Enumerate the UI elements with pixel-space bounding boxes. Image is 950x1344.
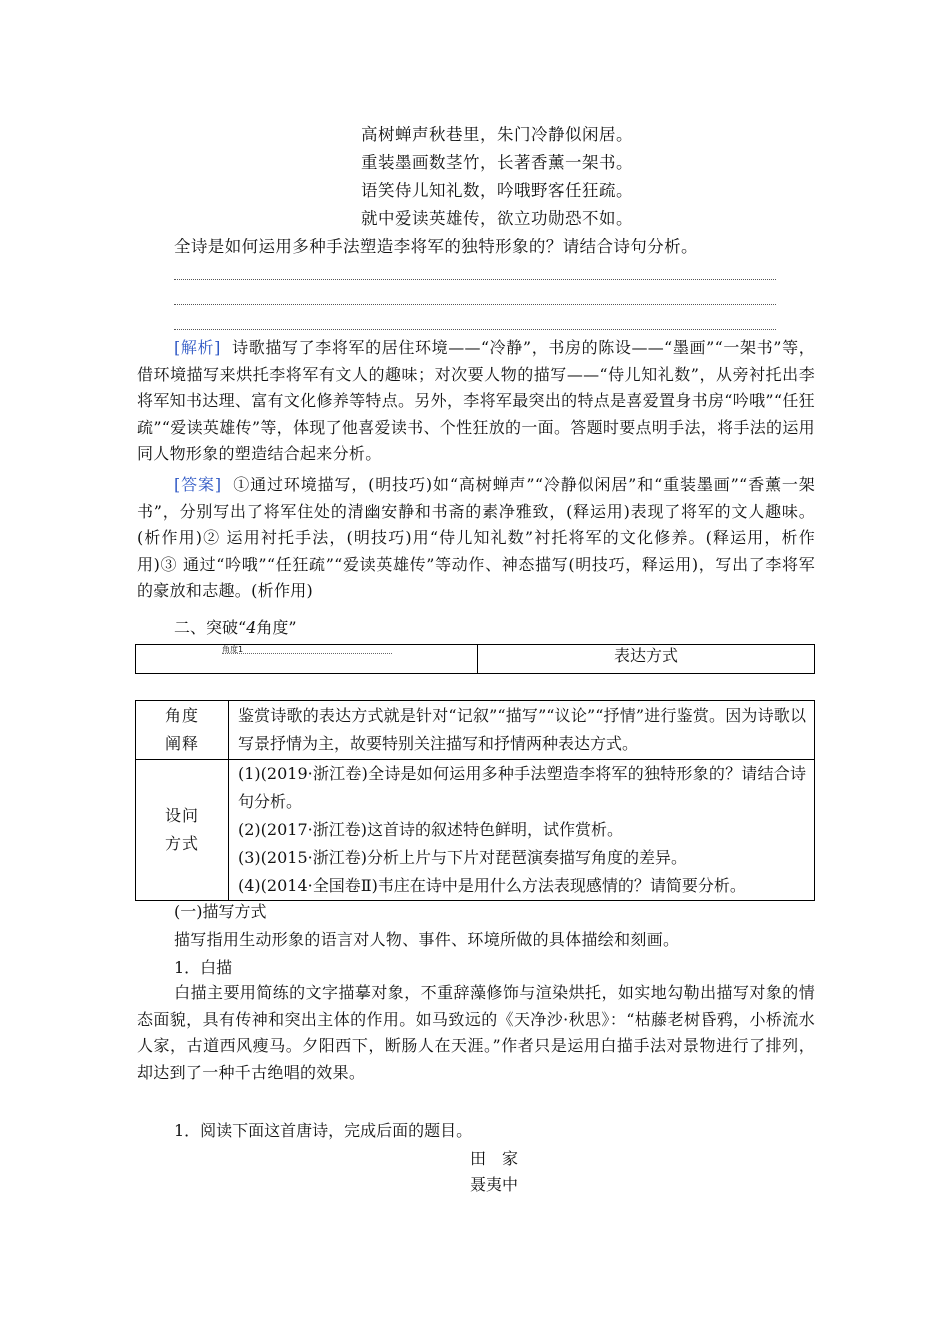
- section-heading-prefix: 二、突破“: [174, 618, 247, 637]
- section-heading: [174, 615, 297, 638]
- answer-blank-line: [174, 329, 776, 330]
- row-label-question-types: 设问 方式: [136, 760, 229, 901]
- angle-title-cell: 表达方式: [478, 645, 815, 674]
- definition-text: 描写指用生动形象的语言对人物、事件、环境所做的具体描绘和刻画。: [174, 930, 680, 949]
- poem-author: 聂夷中: [470, 1175, 519, 1194]
- question-type-item: (4)(2014·全国卷Ⅱ)韦庄在诗中是用什么方法表现感情的？请简要分析。: [238, 876, 746, 895]
- poem-line-2: 重装墨画数茎竹，长著香薰一架书。: [361, 153, 633, 172]
- question-text: 全诗是如何运用多种手法塑造李将军的独特形象的？请结合诗句分析。: [174, 237, 698, 256]
- analysis-text: 诗歌描写了李将军的居住环境——“冷静”，书房的陈设——“墨画”“一架书”等，借环境描写来烘托李将军有文人的趣味；对次要人物的描写——“侍儿知礼数”，从旁衬托出李将军知书达理、富有文化修养等特点。另外，李将军最突出的特点是喜爱置身书房“吟哦”“任狂疏”“爱读英雄传”等，体现了他喜爱读书、个性狂放的一面。答题时要点明手法，将手法的运用同人物形象的塑造结合起来分析。: [137, 338, 816, 463]
- answer-blank-line: [174, 304, 776, 305]
- analysis-tag: [解析]: [174, 338, 221, 357]
- exercise-prompt: 1．阅读下面这首唐诗，完成后面的题目。: [174, 1121, 473, 1140]
- row-label-explanation: 角度 阐释: [136, 701, 229, 760]
- answer-paragraph: [137, 472, 815, 605]
- poem-line-3: 语笑侍儿知礼数，吟哦野客任狂疏。: [361, 181, 633, 200]
- info-table: [135, 700, 815, 901]
- analysis-paragraph: [137, 335, 815, 468]
- poem-line-4: 就中爱读英雄传，欲立功勋恐不如。: [361, 209, 633, 228]
- item-heading: 1．白描: [174, 958, 233, 977]
- answer-text: ①通过环境描写，(明技巧)如“高树蝉声”“冷静似闲居”和“重装墨画”“香薰一架书”，分别写出了将军住处的清幽安静和书斋的素净雅致，(释运用)表现了将军的文人趣味。(析作用)② 运用衬托手法，(明技巧)用“侍儿知礼数”衬托将军的文化修养。(释运用，析作用)③ 通过“吟哦”“任狂疏”“爱读英雄传”等动作、神态描写(明技巧，释运用)，写出了李将军的豪放和志趣。(析作用): [137, 475, 815, 600]
- poem-line-1: 高树蝉声秋巷里，朱门冷静似闲居。: [361, 125, 633, 144]
- angle-table: [135, 644, 815, 674]
- section-heading-number: 4: [246, 618, 257, 637]
- explanation-text: 鉴赏诗歌的表达方式就是针对“记叙”“描写”“议论”“抒情”进行鉴赏。因为诗歌以写景抒情为主，故要特别关注描写和抒情两种表达方式。: [229, 701, 815, 760]
- poem-title: 田 家: [470, 1149, 519, 1168]
- section-heading-suffix: 角度”: [256, 618, 297, 637]
- question-types-list: [229, 760, 815, 901]
- sub-heading: (一)描写方式: [174, 902, 267, 921]
- question-type-item: (2)(2017·浙江卷)这首诗的叙述特色鲜明，试作赏析。: [238, 820, 623, 839]
- angle-small-label: 角度1: [222, 645, 244, 654]
- baimiao-paragraph: [137, 980, 815, 1086]
- answer-tag: [答案]: [174, 475, 222, 494]
- baimiao-text: 白描主要用简练的文字描摹对象，不重辞藻修饰与渲染烘托，如实地勾勒出描写对象的情态面貌，具有传神和突出主体的作用。如马致远的《天净沙·秋思》：“枯藤老树昏鸦，小桥流水人家，古道西风瘦马。夕阳西下，断肠人在天涯。”作者只是运用白描手法对景物进行了排列，却达到了一种千古绝唱的效果。: [137, 983, 815, 1082]
- question-type-item: (3)(2015·浙江卷)分析上片与下片对琵琶演奏描写角度的差异。: [238, 848, 687, 867]
- answer-blank-line: [174, 279, 776, 280]
- angle-label-underline: [222, 653, 392, 654]
- question-type-item: (1)(2019·浙江卷)全诗是如何运用多种手法塑造李将军的独特形象的？请结合诗句分析。: [238, 764, 806, 811]
- angle-label-cell: [136, 645, 478, 674]
